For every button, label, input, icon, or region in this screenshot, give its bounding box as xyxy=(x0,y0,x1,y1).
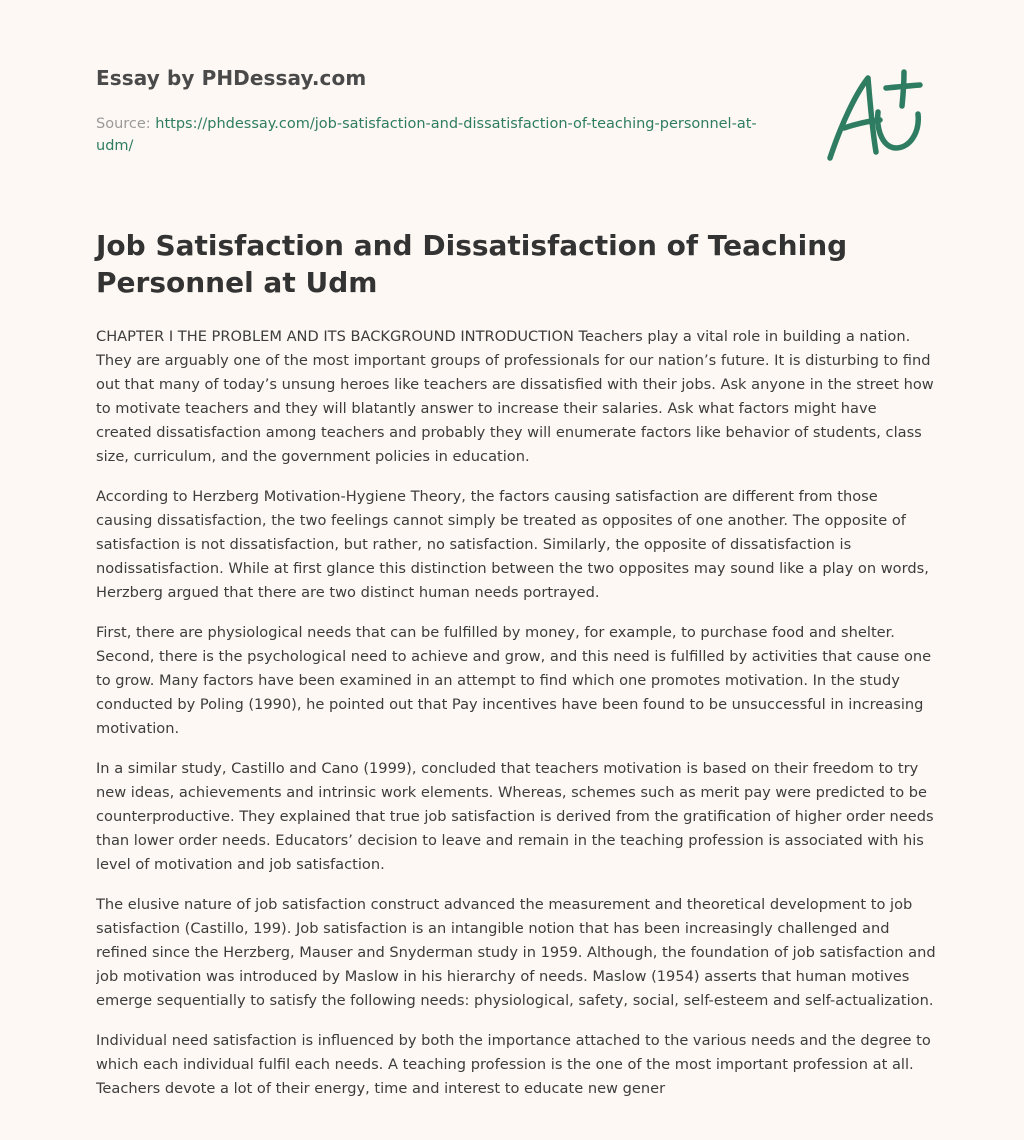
paragraph: Individual need satisfaction is influenced by both the importance attached to the various needs and the degree to which each individual fulfil each needs. A teaching profession is the one of the most important profession at all. Teachers devote a lot of their energy, time and interest to educate new gener xyxy=(96,1032,931,1097)
document-title: Job Satisfaction and Dissatisfaction of Teaching Personnel at Udm xyxy=(96,229,848,299)
site-title: Essay by PHDessay.com xyxy=(96,66,367,90)
paragraph: According to Herzberg Motivation-Hygiene Theory, the factors causing satisfaction are different from those causing dissatisfaction, the two feelings cannot simply be treated as opposites of one another. The opposite of satisfaction is not dissatisfaction, but rather, no satisfaction. Similarly, the opposite of dissatisfaction is nodissatisfaction. While at first glance this distinction between the two opposites may sound like a play on words, Herzberg argued that there are two distinct human needs portrayed. xyxy=(96,488,929,601)
paragraph: The elusive nature of job satisfaction construct advanced the measurement and theoretical development to job satisfaction (Castillo, 199). Job satisfaction is an intangible notion that has been increasingly challenged and refined since the Herzberg, Mauser and Snyderman study in 1959. Although, the foundation of job satisfaction and job motivation was introduced by Maslow in his hierarchy of needs. Maslow (1954) asserts that human motives emerge sequentially to satisfy the following needs: physiological, safety, social, self-esteem and self-actualization. xyxy=(96,896,936,1009)
paragraph: In a similar study, Castillo and Cano (1999), concluded that teachers motivation is based on their freedom to try new ideas, achievements and intrinsic work elements. Whereas, schemes such as merit pay were predicted to be counterproductive. They explained that true job satisfaction is derived from the gratification of higher order needs than lower order needs. Educators’ decision to leave and remain in the teaching profession is associated with his level of motivation and job satisfaction. xyxy=(96,760,934,873)
source-label: Source: xyxy=(96,116,151,132)
source-line xyxy=(96,113,776,157)
essay-body xyxy=(96,325,936,1135)
source-link[interactable]: https://phdessay.com/job-satisfaction-and-dissatisfaction-of-teaching-personnel-at-udm/ xyxy=(96,116,757,154)
paragraph: CHAPTER I THE PROBLEM AND ITS BACKGROUND INTRODUCTION Teachers play a vital role in building a nation. They are arguably one of the most important groups of professionals for our nation’s future. It is disturbing to find out that many of today’s unsung heroes like teachers are dissatisfied with their jobs. Ask anyone in the street how to motivate teachers and they will blatantly answer to increase their salaries. Ask what factors might have created dissatisfaction among teachers and probably they will enumerate factors like behavior of students, class size, curriculum, and the government policies in education. xyxy=(96,328,934,465)
a-plus-logo-icon xyxy=(822,66,930,166)
paragraph: First, there are physiological needs that can be fulfilled by money, for example, to purchase food and shelter. Second, there is the psychological need to achieve and grow, and this need is fulfilled by activities that cause one to grow. Many factors have been examined in an attempt to find which one promotes motivation. In the study conducted by Poling (1990), he pointed out that Pay incentives have been found to be unsuccessful in increasing motivation. xyxy=(96,624,932,737)
